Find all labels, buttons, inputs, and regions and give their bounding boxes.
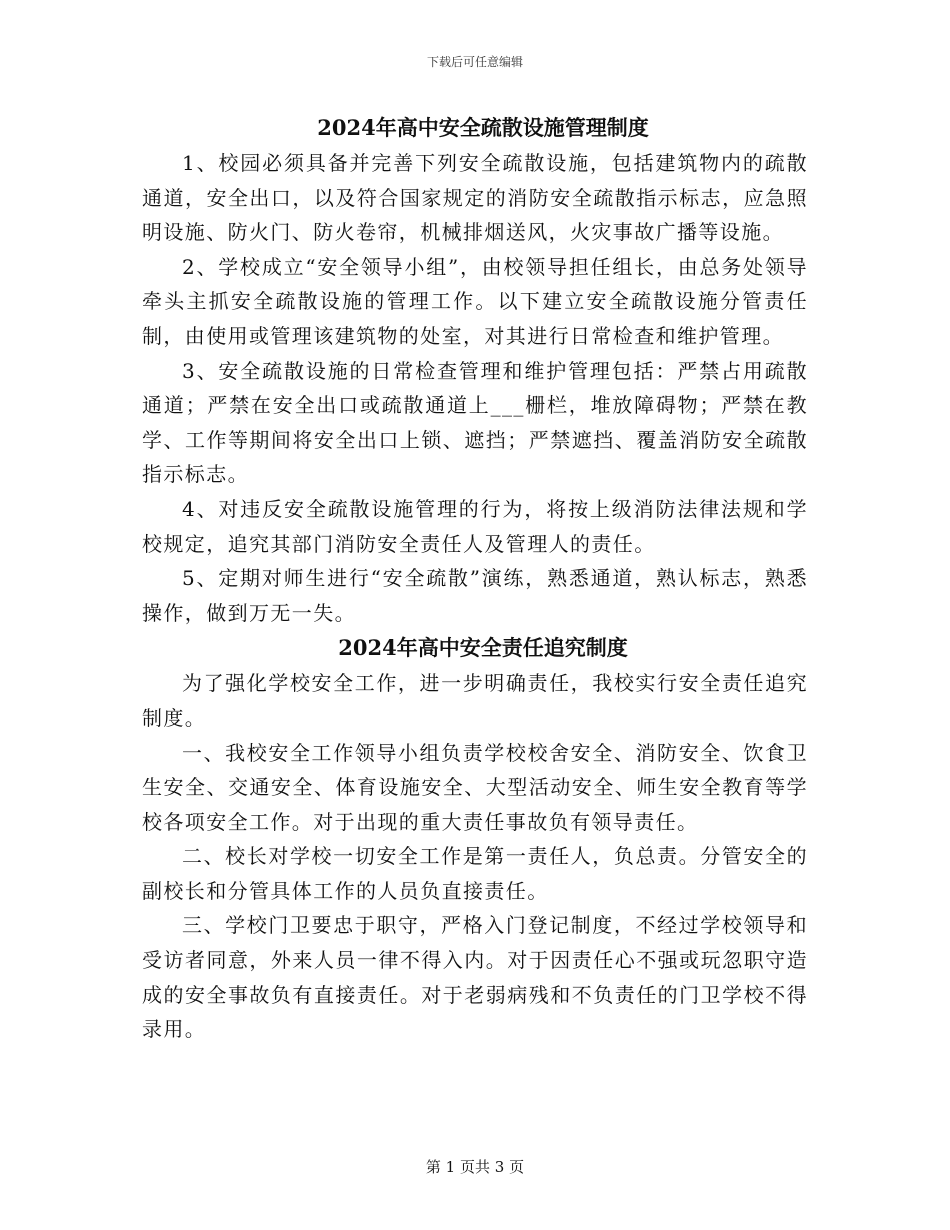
- paragraph: 5、定期对师生进行“安全疏散”演练，熟悉通道，熟认标志，熟悉操作，做到万无一失。: [142, 566, 808, 625]
- paragraph: 一、我校安全工作领导小组负责学校校舍安全、消防安全、饮食卫生安全、交通安全、体育设施安全、大型活动安全、师生安全教育等学校各项安全工作。对于出现的重大责任事故负有领导责任。: [142, 740, 808, 834]
- page-header-note: 下载后可任意编辑: [426, 55, 523, 69]
- paragraph: 2、学校成立“安全领导小组”，由校领导担任组长，由总务处领导牵头主抓安全疏散设施的管理工作。以下建立安全疏散设施分管责任制，由使用或管理该建筑物的处室，对其进行日常检查和维护管理。: [142, 254, 808, 348]
- paragraph: 1、校园必须具备并完善下列安全疏散设施，包括建筑物内的疏散通道，安全出口，以及符合国家规定的消防安全疏散指示标志，应急照明设施、防火门、防火卷帘，机械排烟送风，火灾事故广播等设施。: [142, 151, 808, 245]
- section-title-evacuation: 2024年高中安全疏散设施管理制度: [317, 115, 649, 140]
- paragraph: 4、对违反安全疏散设施管理的行为，将按上级消防法律法规和学校规定，追究其部门消防安全责任人及管理人的责任。: [142, 496, 808, 556]
- paragraph: 为了强化学校安全工作，进一步明确责任，我校实行安全责任追究制度。: [142, 671, 808, 730]
- paragraph: 二、校长对学校一切安全工作是第一责任人，负总责。分管安全的副校长和分管具体工作的人员负直接责任。: [142, 844, 808, 903]
- page-number: 第 1 页共 3 页: [425, 1158, 525, 1176]
- document-body: [142, 110, 808, 1047]
- paragraph: 三、学校门卫要忠于职守，严格入门登记制度，不经过学校领导和受访者同意，外来人员一律不得入内。对于因责任心不强或玩忽职守造成的安全事故负有直接责任。对于老弱病残和不负责任的门卫学校不得录用。: [142, 913, 808, 1042]
- paragraph: 3、安全疏散设施的日常检查管理和维护管理包括：严禁占用疏散通道；严禁在安全出口或疏散通道上___栅栏，堆放障碍物；严禁在教学、工作等期间将安全出口上锁、遮挡；严禁遮挡、覆盖消防安全疏散指示标志。: [142, 358, 808, 487]
- section-title-accountability: 2024年高中安全责任追究制度: [338, 635, 628, 661]
